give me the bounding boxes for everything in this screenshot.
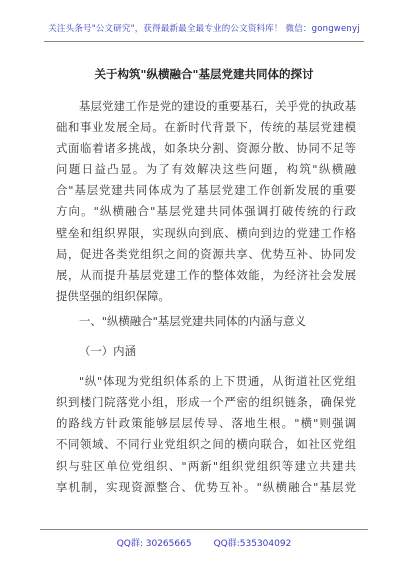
text-line: 方向。"纵横融合"基层党建共同体强调打破传统的行政 <box>56 204 356 219</box>
section-heading <box>56 311 356 332</box>
header-promo-note: 关注头条号"公文研究"，获得最新最全最专业的公文资料库！ 微信：gongwenyj <box>48 24 360 34</box>
text-line: 的路线方针政策能够层层传导、落地生根。"横"则强调 <box>56 416 356 431</box>
section-heading-text: 一、"纵横融合"基层党建共同体的内涵与意义 <box>79 313 306 328</box>
footer-qq-group-2: QQ群:535304092 <box>213 539 292 549</box>
text-line: 合"基层党建共同体成为了基层党建工作创新发展的重要 <box>56 183 356 198</box>
subsection-heading <box>56 341 356 362</box>
text-line: 问题日益凸显。为了有效解决这些问题，构筑"纵横融 <box>56 162 356 177</box>
footer-contact <box>0 536 408 549</box>
header-divider <box>44 41 364 42</box>
text-line: 享机制，实现资源整合、优势互补。"纵横融合"基层党 <box>56 479 356 494</box>
document-title: 关于构筑"纵横融合"基层党建共同体的探讨 <box>94 67 314 81</box>
text-line: 织到楼门院落党小组，形成一个严密的组织链条，确保党 <box>56 395 356 410</box>
text-line: "纵"体现为党组织体系的上下贯通，从街道社区党组 <box>79 374 356 389</box>
document-body <box>56 96 356 498</box>
text-line: 基层党建工作是党的建设的重要基石，关乎党的执政基 <box>79 99 356 113</box>
text-line: 织与驻区单位党组织、"两新"组织党组织等建立共建共 <box>56 458 356 473</box>
text-line: 式面临着诸多挑战，如条块分割、资源分散、协同不足等 <box>56 141 356 156</box>
text-line: 壁垒和组织界限，实现纵向到底、横向到边的党建工作格 <box>56 225 356 240</box>
text-line: 展，从而提升基层党建工作的整体效能，为经济社会发展 <box>56 267 356 282</box>
intro-paragraph <box>56 96 356 307</box>
footer-qq-group-1: QQ群: 30265665 <box>116 539 192 549</box>
text-line: 不同领域、不同行业党组织之间的横向联合，如社区党组 <box>56 437 356 452</box>
footer-divider <box>40 529 368 530</box>
connotation-paragraph <box>56 371 356 498</box>
subsection-heading-text: （一）内涵 <box>79 344 136 359</box>
text-line: 局，促进各类党组织之间的资源共享、优势互补、协同发 <box>56 246 356 261</box>
text-line: 提供坚强的组织保障。 <box>56 288 170 303</box>
text-line: 础和事业发展全局。在新时代背景下，传统的基层党建模 <box>56 120 356 135</box>
